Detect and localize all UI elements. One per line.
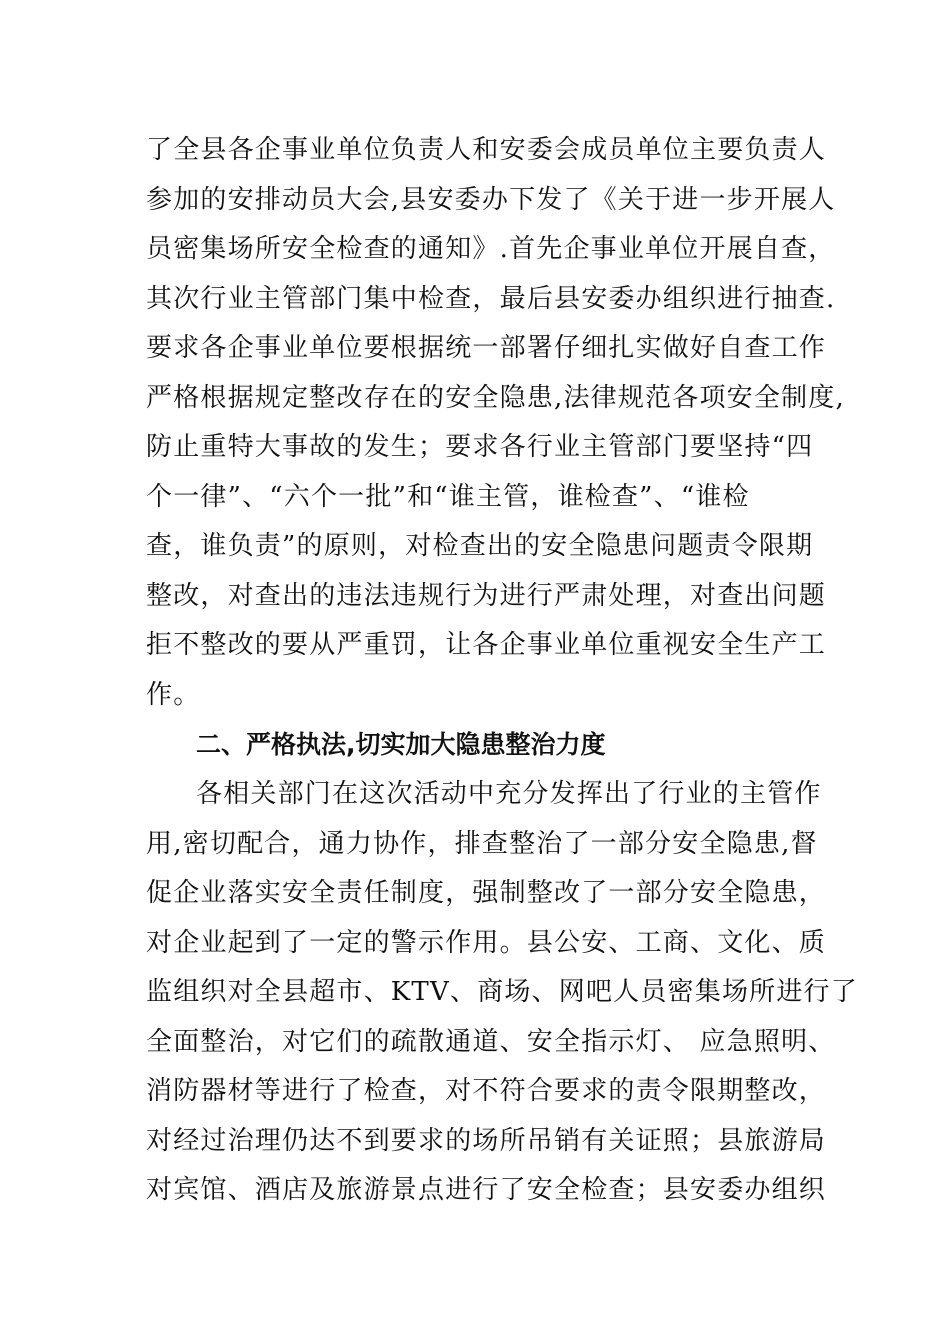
- paragraph-line: 各相关部门在这次活动中充分发挥出了行业的主管作: [196, 779, 822, 809]
- paragraph-line: 全面整治，对它们的疏散通道、安全指示灯、 应急照明、: [146, 1027, 836, 1057]
- paragraph-line: 对宾馆、酒店及旅游景点进行了安全检查；县安委办组织: [146, 1175, 827, 1205]
- paragraph-line: 查，谁负责”的原则，对检查出的安全隐患问题责令限期: [146, 531, 814, 561]
- paragraph-line: 要求各企事业单位要根据统一部署仔细扎实做好自查工作: [146, 333, 827, 363]
- section-heading: 二、严格执法,切实加大隐患整治力度: [196, 730, 606, 759]
- paragraph-line: 作。: [146, 680, 201, 710]
- paragraph-line: 对经过治理仍达不到要求的场所吊销有关证照；县旅游局: [146, 1126, 827, 1156]
- paragraph-line: 监组织对全县超市、KTV、商场、网吧人员密集场所进行了: [146, 977, 858, 1007]
- paragraph-line: 整改，对查出的违法违规行为进行严肃处理，对查出问题: [146, 581, 827, 611]
- paragraph-line: 严格根据规定整改存在的安全隐患,法律规范各项安全制度,: [146, 383, 845, 413]
- paragraph-line: 其次行业主管部门集中检查，最后县安委办组织进行抽查.: [146, 284, 836, 314]
- paragraph-line: 个一律”、“六个一批”和“谁主管，谁检查”、“谁检: [146, 482, 750, 512]
- paragraph-line: 消防器材等进行了检查，对不符合要求的责令限期整改，: [146, 1076, 827, 1106]
- paragraph-line: 用,密切配合，通力协作，排查整治了一部分安全隐患,督: [146, 829, 818, 859]
- paragraph-line: 对企业起到了一定的警示作用。县公安、工商、文化、质: [146, 928, 827, 958]
- paragraph-line: 了全县各企事业单位负责人和安委会成员单位主要负责人: [146, 135, 827, 165]
- paragraph-line: 参加的安排动员大会,县安委办下发了《关于进一步开展人: [146, 185, 836, 215]
- paragraph-line: 促企业落实安全责任制度，强制整改了一部分安全隐患，: [146, 878, 827, 908]
- paragraph-line: 拒不整改的要从严重罚，让各企事业单位重视安全生产工: [146, 630, 827, 660]
- paragraph-line: 员密集场所安全检查的通知》.首先企事业单位开展自查，: [146, 234, 836, 264]
- paragraph-line: 防止重特大事故的发生；要求各行业主管部门要坚持“四: [146, 432, 814, 462]
